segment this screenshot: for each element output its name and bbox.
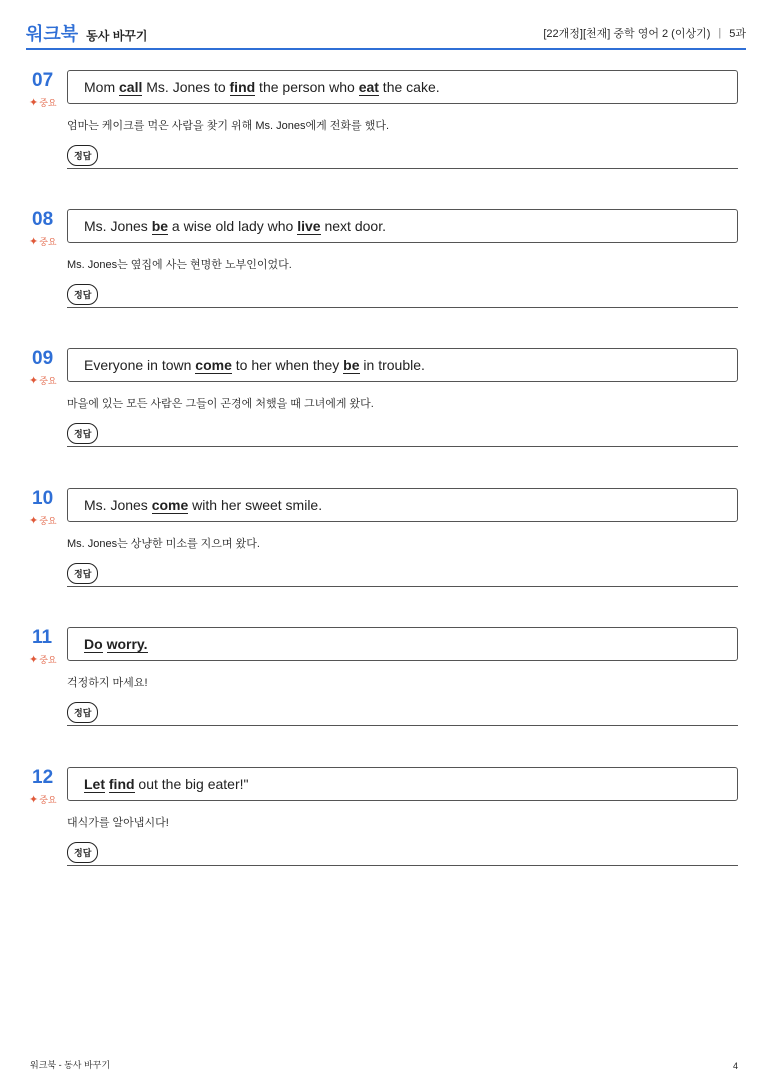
answer-line <box>67 307 738 308</box>
header-brand <box>26 20 147 46</box>
star-icon: ✦ <box>29 97 39 109</box>
sentence-text: next door. <box>320 218 386 234</box>
workbook-subtitle: 동사 바꾸기 <box>86 29 148 43</box>
important-badge <box>29 96 57 109</box>
target-verb: find <box>229 78 256 95</box>
answer-button[interactable]: 정답 <box>67 145 98 166</box>
translation-text: 대식가를 알아냅시다! <box>67 817 169 829</box>
sentence-text: a wise old lady who <box>168 218 298 234</box>
sentence-box <box>67 70 738 104</box>
important-badge <box>29 514 57 527</box>
sentence-text: Mom <box>84 79 119 95</box>
sentence-text: Ms. Jones <box>84 497 152 513</box>
page-number: 4 <box>732 1061 738 1071</box>
answer-button[interactable]: 정답 <box>67 423 98 444</box>
answer-line <box>67 168 738 169</box>
translation-text: Ms. Jones는 옆집에 사는 현명한 노부인이었다. <box>67 259 292 271</box>
page-header <box>26 18 746 50</box>
sentence-box <box>67 627 738 661</box>
important-badge <box>29 235 57 248</box>
sentence-text: Everyone in town <box>84 357 196 373</box>
important-badge <box>29 653 57 666</box>
important-label: 중요 <box>39 98 57 108</box>
translation-text: 마을에 있는 모든 사람은 그들이 곤경에 처했을 때 그녀에게 왔다. <box>67 398 374 410</box>
question-item <box>26 767 738 867</box>
sentence-box <box>67 767 738 801</box>
question-number: 11 <box>32 627 53 648</box>
important-label: 중요 <box>39 795 57 805</box>
lesson-label: 5과 <box>729 28 746 40</box>
question-number: 08 <box>32 209 54 230</box>
target-verb: find <box>108 775 135 792</box>
answer-button[interactable]: 정답 <box>67 842 98 863</box>
answer-line <box>67 586 738 587</box>
target-verb: be <box>343 356 360 373</box>
answer-line <box>67 446 738 447</box>
sentence-text: Ms. Jones <box>84 218 152 234</box>
target-verb: live <box>297 217 321 234</box>
star-icon: ✦ <box>29 654 39 666</box>
star-icon: ✦ <box>29 794 39 806</box>
sentence-box <box>67 488 738 522</box>
important-badge <box>29 793 57 806</box>
target-verb: call <box>119 78 143 95</box>
target-verb: come <box>151 496 189 513</box>
question-item <box>26 209 738 309</box>
sentence-text: the person who <box>255 79 359 95</box>
answer-line <box>67 725 738 726</box>
translation-text: 엄마는 케이크를 먹은 사람을 찾기 위해 Ms. Jones에게 전화를 했다. <box>67 120 390 132</box>
important-label: 중요 <box>39 655 57 665</box>
question-item <box>26 488 738 588</box>
question-item <box>26 348 738 448</box>
header-separator: | <box>718 27 722 39</box>
question-number: 07 <box>32 70 54 91</box>
sentence-text: in trouble. <box>359 357 425 373</box>
target-verb: come <box>195 356 232 373</box>
important-label: 중요 <box>39 516 57 526</box>
question-item <box>26 627 738 727</box>
answer-button[interactable]: 정답 <box>67 702 98 723</box>
footer-title: 워크북 - 동사 바꾸기 <box>30 1060 111 1070</box>
important-label: 중요 <box>39 237 57 247</box>
question-item <box>26 70 738 170</box>
target-verb: eat <box>358 78 379 95</box>
important-badge <box>29 374 57 387</box>
sentence-text: out the big eater!" <box>134 776 249 792</box>
star-icon: ✦ <box>29 515 39 527</box>
answer-button[interactable]: 정답 <box>67 563 98 584</box>
sentence-text: the cake. <box>378 79 440 95</box>
question-number: 12 <box>32 767 54 788</box>
question-number: 10 <box>32 488 54 509</box>
translation-text: Ms. Jones는 상냥한 미소를 지으며 왔다. <box>67 538 260 550</box>
translation-text: 걱정하지 마세요! <box>67 677 148 689</box>
target-verb: Let <box>84 775 105 792</box>
course-info <box>543 25 746 41</box>
sentence-text: to her when they <box>231 357 344 373</box>
question-number: 09 <box>32 348 54 369</box>
important-label: 중요 <box>39 376 57 386</box>
sentence-text: with her sweet smile. <box>188 497 323 513</box>
sentence-box <box>67 348 738 382</box>
star-icon: ✦ <box>29 375 39 387</box>
sentence-text: Ms. Jones to <box>142 79 230 95</box>
star-icon: ✦ <box>29 236 39 248</box>
target-verb: Do <box>84 635 103 652</box>
target-verb: worry. <box>106 635 148 652</box>
target-verb: be <box>151 217 169 234</box>
sentence-box <box>67 209 738 243</box>
workbook-title: 워크북 <box>26 24 79 44</box>
course-name: [22개정][천재] 중학 영어 2 (이상기) <box>543 28 711 40</box>
answer-button[interactable]: 정답 <box>67 284 98 305</box>
answer-line <box>67 865 738 866</box>
